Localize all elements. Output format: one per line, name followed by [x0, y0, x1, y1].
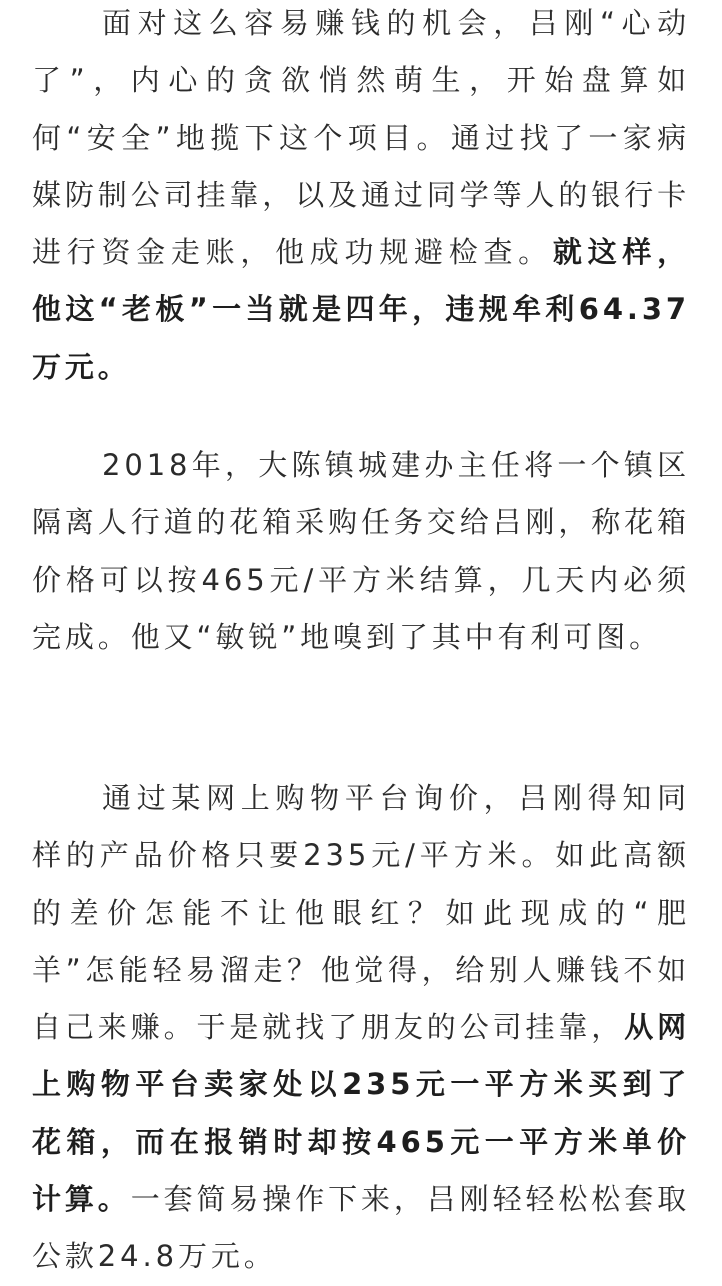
paragraph-3 [32, 770, 690, 1286]
paragraph-3-text-b: 一套简易操作下来，吕刚轻轻松松套取公款24.8万元。 [32, 1182, 691, 1274]
paragraph-3-text-a: 通过某网上购物平台询价，吕刚得知同样的产品价格只要235元/平方米。如此高额的差价怎能不让他眼红？如此现成的“肥羊”怎能轻易溜走？他觉得，给别人赚钱不如自己来赚。于是就找了朋友的公司挂靠， [32, 781, 690, 1045]
paragraph-1-bold-text: 就这样，他这“老板”一当就是四年，违规牟利64.37万元。 [32, 235, 690, 384]
paragraph-2 [32, 437, 690, 666]
paragraph-1-text: 面对这么容易赚钱的机会，吕刚“心动了”，内心的贪欲悄然萌生，开始盘算如何“安全”地揽下这个项目。通过找了一家病媒防制公司挂靠，以及通过同学等人的银行卡进行资金走账，他成功规避检查。 [32, 6, 691, 270]
paragraph-1 [32, 0, 690, 396]
paragraph-3-bold-text: 从网上购物平台卖家处以235元一平方米买到了花箱，而在报销时却按465元一平方米单价计算。 [32, 1010, 691, 1217]
paragraph-2-text: 2018年，大陈镇城建办主任将一个镇区隔离人行道的花箱采购任务交给吕刚，称花箱价格可以按465元/平方米结算，几天内必须完成。他又“敏锐”地嗅到了其中有利可图。 [32, 448, 691, 654]
